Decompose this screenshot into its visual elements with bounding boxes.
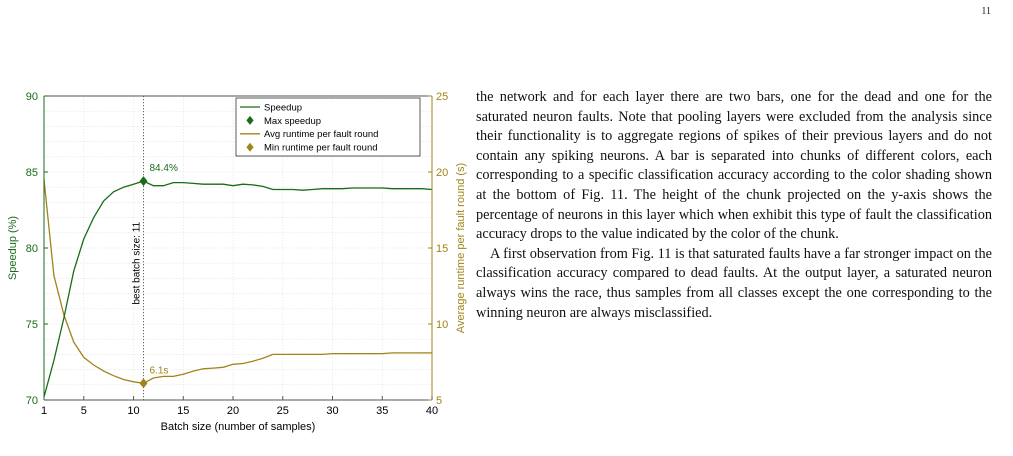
- runtime-series-line: [44, 180, 432, 384]
- y2-axis-label: Average runtime per fault round (s): [455, 162, 467, 334]
- y-tick-label: 85: [25, 167, 38, 179]
- x-axis-label: Batch size (number of samples): [160, 421, 316, 433]
- y2-tick-label: 20: [436, 167, 449, 179]
- x-tick-label: 30: [326, 405, 339, 417]
- paragraph: the network and for each layer there are two bars, one for the dead and one for the saturated neuron faults. Note that pooling layers were excluded from the analysis since their functionality is to aggregate regions of spikes of their previous layers and do not contain any spiking neurons. A bar is separated into chunks of different colors, each corresponding to a specific classification accuracy according to the color shading shown at the bottom of Fig. 11. The height of the chunk projected on the y-axis shows the percentage of neurons in this layer which when exhibit this type of fault the classification accuracy drops to the value indicated by the color of the chunk.: [476, 89, 992, 243]
- y-tick-label: 80: [25, 243, 38, 255]
- max-speedup-marker: [139, 176, 147, 186]
- page-number: 11: [981, 6, 991, 17]
- y-tick-label: 90: [25, 91, 38, 103]
- y2-tick-label: 15: [436, 243, 449, 255]
- series: [44, 180, 432, 397]
- max-speedup-label: 84.4%: [149, 163, 178, 175]
- legend-entry: Max speedup: [264, 115, 322, 127]
- body-text: [476, 88, 992, 323]
- chart-svg: [0, 80, 470, 456]
- y-tick-label: 75: [25, 319, 38, 331]
- speedup-runtime-chart: [0, 80, 470, 456]
- x-tick-label: 1: [40, 405, 48, 417]
- y-tick-label: 70: [25, 395, 38, 407]
- min-runtime-marker: [139, 378, 147, 388]
- x-tick-label: 5: [80, 405, 87, 417]
- legend-entry: Speedup: [264, 102, 303, 114]
- x-tick-label: 20: [226, 405, 240, 417]
- legend-entry: Avg runtime per fault round: [264, 129, 379, 141]
- x-tick-label: 10: [127, 405, 140, 417]
- y2-tick-label: 10: [436, 319, 449, 331]
- x-tick-label: 25: [276, 405, 289, 417]
- y2-tick-label: 5: [436, 395, 443, 407]
- x-tick-label: 40: [425, 405, 439, 417]
- speedup-series-line: [44, 181, 432, 397]
- x-tick-label: 35: [376, 405, 389, 417]
- min-runtime-label: 6.1s: [149, 365, 169, 377]
- paragraph: A first observation from Fig. 11 is that saturated faults have a far stronger impact on the classification accuracy compared to dead faults. At the output layer, a saturated neuron always wins the race, thus samples from all classes except the one corresponding to the winning neuron are always misclassified.: [476, 245, 992, 321]
- x-tick-label: 15: [177, 405, 190, 417]
- legend-entry: Min runtime per fault round: [264, 142, 378, 154]
- best-batch-size-label: best batch size: 11: [131, 221, 143, 305]
- legend: [236, 98, 420, 156]
- y2-tick-label: 25: [436, 91, 449, 103]
- y-axis-label: Speedup (%): [7, 215, 19, 281]
